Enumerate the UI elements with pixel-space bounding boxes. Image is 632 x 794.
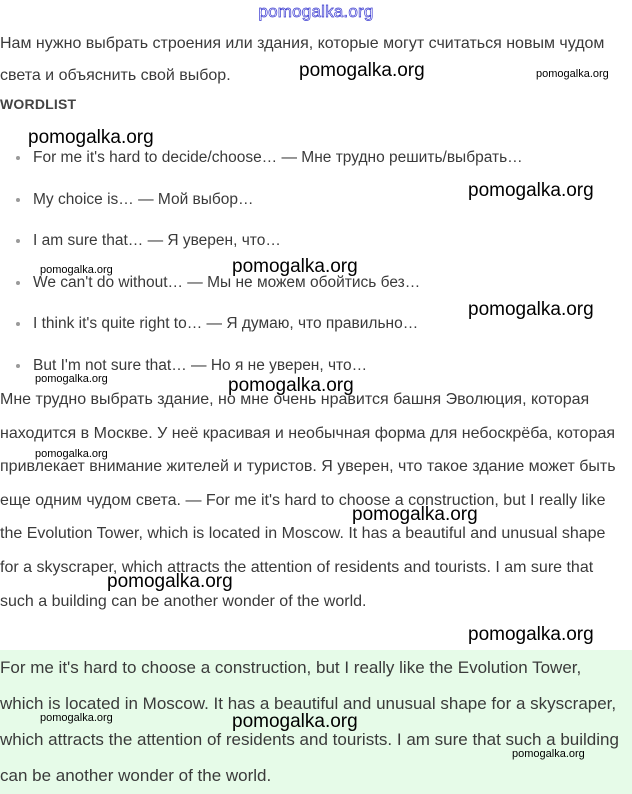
- watermark: pomogalka.org: [107, 571, 233, 592]
- task-text: Нам нужно выбрать строения или здания, которые могут считаться новым чудом света и объяснить свой выбор.: [0, 35, 605, 84]
- wordlist-item: I think it's quite right to… — Я думаю, что правильно…: [0, 310, 620, 352]
- watermark: pomogalka.org: [468, 624, 594, 645]
- watermark: pomogalka.org: [35, 373, 108, 385]
- watermark: pomogalka.org: [512, 748, 585, 760]
- wordlist-item: We can't do without… — Мы не можем обойтись без…: [0, 269, 620, 311]
- watermark: pomogalka.org: [40, 712, 113, 724]
- watermark: pomogalka.org: [28, 127, 154, 148]
- watermark: pomogalka.org: [536, 68, 609, 80]
- watermark: pomogalka.org: [40, 264, 113, 276]
- watermark: pomogalka.org: [35, 448, 108, 460]
- watermark: pomogalka.org: [468, 180, 594, 201]
- wordlist-item: I am sure that… — Я уверен, что…: [0, 227, 620, 269]
- wordlist-heading: WORDLIST: [0, 96, 77, 112]
- watermark: pomogalka.org: [352, 504, 478, 525]
- watermark: pomogalka.org: [468, 299, 594, 320]
- wordlist-item: My choice is… — Мой выбор…: [0, 186, 620, 228]
- wordlist-item: For me it's hard to decide/choose… — Мне трудно решить/выбрать…: [0, 144, 620, 186]
- highlighted-answer: [0, 650, 632, 794]
- wordlist: [0, 144, 620, 394]
- watermark: pomogalka.org: [228, 375, 354, 396]
- wordlist-item: But I'm not sure that… — Но я не уверен, что…: [0, 352, 620, 394]
- site-header-watermark: pomogalka.org: [258, 2, 374, 21]
- example-answer-text: Мне трудно выбрать здание, но мне очень нравится башня Эволюция, которая находится в Москве. У неё красивая и необычная форма для небоскрёба, которая привлекает внимание жителей и туристов. Я уверен, что такое здание может быть еще одним чудом света. — For me it's hard to choose a construction, but I really like the Evolution Tower, which is located in Moscow. It has a beautiful and unusual shape for a skyscraper, which attracts the attention of residents and tourists. I am sure that such a building can be another wonder of the world.: [0, 391, 616, 610]
- watermark: pomogalka.org: [299, 60, 425, 81]
- answer-text: For me it's hard to choose a construction, but I really like the Evolution Tower, which is located in Moscow. It has a beautiful and unusual shape for a skyscraper, which attracts the attention of residents and tourists. I am sure that such a building can be another wonder of the world.: [0, 658, 619, 785]
- watermark: pomogalka.org: [232, 256, 358, 277]
- watermark: pomogalka.org: [232, 711, 358, 732]
